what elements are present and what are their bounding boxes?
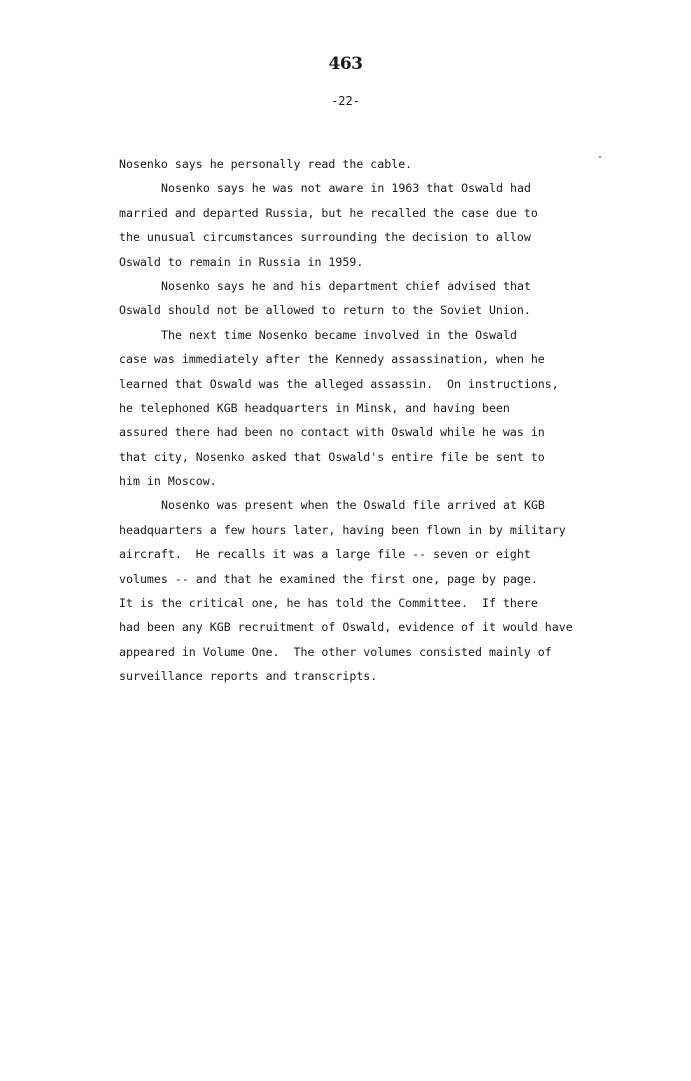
text-line: surveillance reports and transcripts. <box>119 669 378 684</box>
text-line: Nosenko says he and his department chief advised that <box>161 278 531 293</box>
text-line: that city, Nosenko asked that Oswald's entire file be sent to <box>119 449 545 464</box>
text-line: Oswald should not be allowed to return to the Soviet Union. <box>119 303 531 318</box>
page-number: 463 <box>328 54 363 74</box>
text-line: headquarters a few hours later, having been flown in by military <box>119 522 566 537</box>
text-line: assured there had been no contact with Oswald while he was in <box>119 425 545 440</box>
text-line: Nosenko says he was not aware in 1963 that Oswald had <box>161 181 531 196</box>
sub-page-number: -22- <box>331 94 360 108</box>
text-line: the unusual circumstances surrounding the decision to allow <box>119 230 531 245</box>
text-line: volumes -- and that he examined the first one, page by page. <box>119 571 538 586</box>
text-line: case was immediately after the Kennedy assassination, when he <box>119 352 545 367</box>
text-line: learned that Oswald was the alleged assassin. On instructions, <box>119 376 559 391</box>
document-body <box>119 152 619 689</box>
text-line: Oswald to remain in Russia in 1959. <box>119 254 364 269</box>
text-line: Nosenko says he personally read the cable. <box>119 157 413 171</box>
text-line: appeared in Volume One. The other volumes consisted mainly of <box>119 644 552 659</box>
text-line: The next time Nosenko became involved in the Oswald <box>161 327 517 342</box>
text-line: he telephoned KGB headquarters in Minsk, and having been <box>119 400 510 415</box>
text-line: him in Moscow. <box>119 474 217 489</box>
text-line: married and departed Russia, but he recalled the case due to <box>119 205 538 220</box>
text-line: Nosenko was present when the Oswald file arrived at KGB <box>161 498 545 513</box>
text-line: had been any KGB recruitment of Oswald, evidence of it would have <box>119 620 573 635</box>
text-line: aircraft. He recalls it was a large file -- seven or eight <box>119 547 531 562</box>
text-line: It is the critical one, he has told the Committee. If there <box>119 596 538 611</box>
